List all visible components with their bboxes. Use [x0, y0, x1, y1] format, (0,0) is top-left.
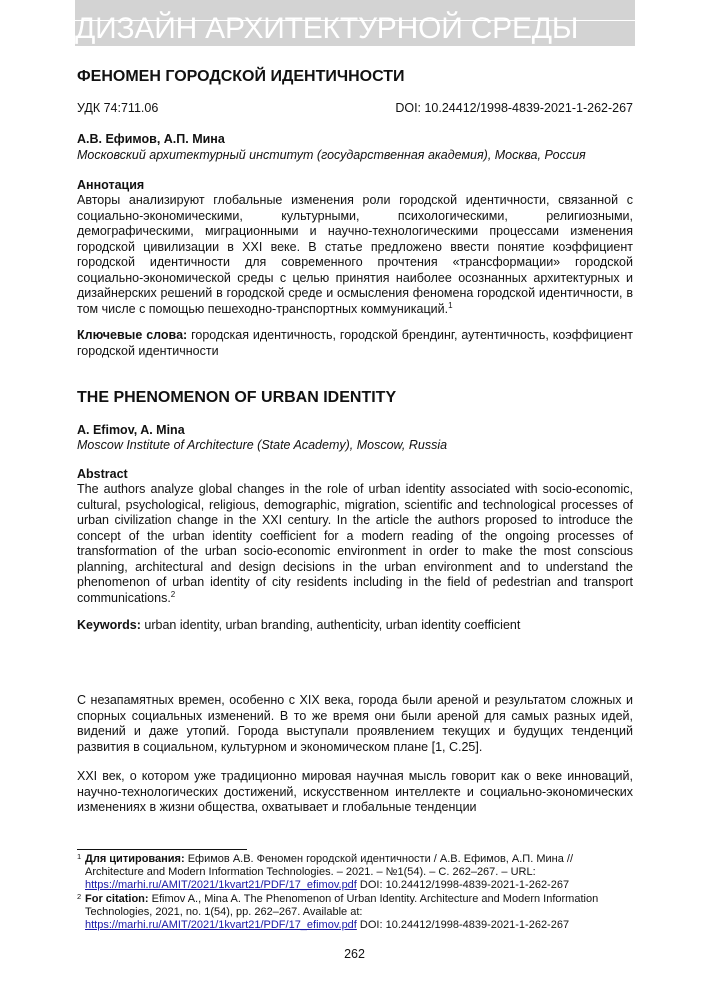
- footnote-text: [85, 853, 633, 892]
- ru-affiliation: Московский архитектурный институт (государственная академия), Москва, Россия: [77, 148, 586, 162]
- en-article-title: THE PHENOMENON OF URBAN IDENTITY: [77, 389, 397, 406]
- footnote-citation: Efimov A., Mina A. The Phenomenon of Urban Identity. Architecture and Modern Information Technologies, 2021, no. 1(54), pp. 262–267. Available at:: [85, 893, 599, 918]
- en-keywords-text: urban identity, urban branding, authenticity, urban identity coefficient: [144, 618, 521, 632]
- footnote-separator: [77, 849, 247, 850]
- en-abstract: [77, 482, 633, 606]
- en-abstract-heading: Abstract: [77, 467, 128, 481]
- udk-code: УДК 74:711.06: [77, 101, 159, 115]
- footnote-1: [77, 853, 633, 892]
- footnote-2: [77, 893, 633, 932]
- footnote-number: 1: [77, 852, 82, 861]
- ru-keywords-text: городская идентичность, городской брендинг, аутентичность, коэффициент городской идентичности: [77, 328, 633, 358]
- footnote-label: For citation:: [85, 893, 149, 905]
- ru-abstract-heading: Аннотация: [77, 178, 145, 192]
- ru-keywords: [77, 328, 633, 359]
- body-paragraph-2: XXI век, о котором уже традиционно мировая научная мысль говорит как о веке инноваций, научно-технологических достижений, искусственном интеллекте и социально-экономических изменениях в жизни общества, охватывает и глобальные тенденции: [77, 769, 633, 814]
- ru-abstract-text: Авторы анализируют глобальные изменения роли городской идентичности, связанной с социально-экономическими, культурными, психологическими, религиозными, демографическими, миграционными и научно-технологическими процессами изменения городской цивилизации в XXI веке. В статье предложено ввести понятие коэффициент городской идентичности для современного прочтения «трансформации» городской социально-экономической среды с целью принятия наиболее осознанных архитектурных и дизайнерских решений в городской среде и осмысления феномена городской идентичности, в том числе с помощью пешеходно-транспортных коммуникаций.: [77, 193, 633, 316]
- footnote-url-link[interactable]: https://marhi.ru/AMIT/2021/1kvart21/PDF/17_efimov.pdf: [85, 919, 357, 931]
- ru-authors: А.В. Ефимов, А.П. Мина: [77, 132, 225, 146]
- footnote-ref-1[interactable]: 1: [448, 300, 453, 310]
- page-number: 262: [344, 947, 365, 961]
- en-affiliation: Moscow Institute of Architecture (State Academy), Moscow, Russia: [77, 438, 448, 452]
- footnote-url-link[interactable]: https://marhi.ru/AMIT/2021/1kvart21/PDF/17_efimov.pdf: [85, 879, 357, 891]
- ru-article-title: ФЕНОМЕН ГОРОДСКОЙ ИДЕНТИЧНОСТИ: [77, 68, 405, 85]
- body-paragraph-1: С незапамятных времен, особенно с XIX века, города были ареной и результатом сложных и спорных социальных изменений. В то же время они были ареной для самых разных идей, видений и даже утопий. Города выступали проявлением текущих и будущих тенденций развития в социальном, культурном и экономическом плане [1, С.25].: [77, 693, 633, 754]
- ru-abstract: [77, 193, 633, 317]
- footnote-ref-2[interactable]: 2: [170, 589, 176, 599]
- en-abstract-text: The authors analyze global changes in the role of urban identity associated with socio-economic, cultural, psychological, religious, demographic, migration, scientific and technological processes of urban civilization change in the XXI century. In the article the authors proposed to introduce the concept of the urban identity coefficient for a modern reading of the ongoing processes of transformation of the urban socio-economic environment in order to make the most conscious planning, architectural and design decisions in the urban environment and to understand the phenomenon of urban identity of city residents including in the field of pedestrian and transport communications.: [77, 482, 633, 605]
- journal-title: ДИЗАЙН АРХИТЕКТУРНОЙ СРЕДЫ: [75, 12, 579, 45]
- en-keywords: [77, 618, 633, 634]
- journal-header-banner: [75, 0, 635, 48]
- footnote-text: [85, 893, 633, 932]
- en-keywords-label: Keywords:: [77, 618, 141, 632]
- ru-keywords-label: Ключевые слова:: [77, 328, 188, 342]
- footnote-doi: DOI: 10.24412/1998-4839-2021-1-262-267: [359, 919, 570, 931]
- footnote-label: Для цитирования:: [85, 853, 185, 865]
- doi: DOI: 10.24412/1998-4839-2021-1-262-267: [395, 101, 633, 115]
- footnote-citation: Ефимов А.В. Феномен городской идентичности / А.В. Ефимов, А.П. Мина // Architecture and Modern Information Technologies. – 2021. – №1(54). – С. 262–267. – URL:: [85, 853, 573, 878]
- en-authors: A. Efimov, A. Mina: [77, 423, 185, 437]
- ru-identifiers: [77, 101, 633, 116]
- footnote-number: 2: [77, 892, 82, 901]
- footnote-doi: DOI: 10.24412/1998-4839-2021-1-262-267: [359, 879, 570, 891]
